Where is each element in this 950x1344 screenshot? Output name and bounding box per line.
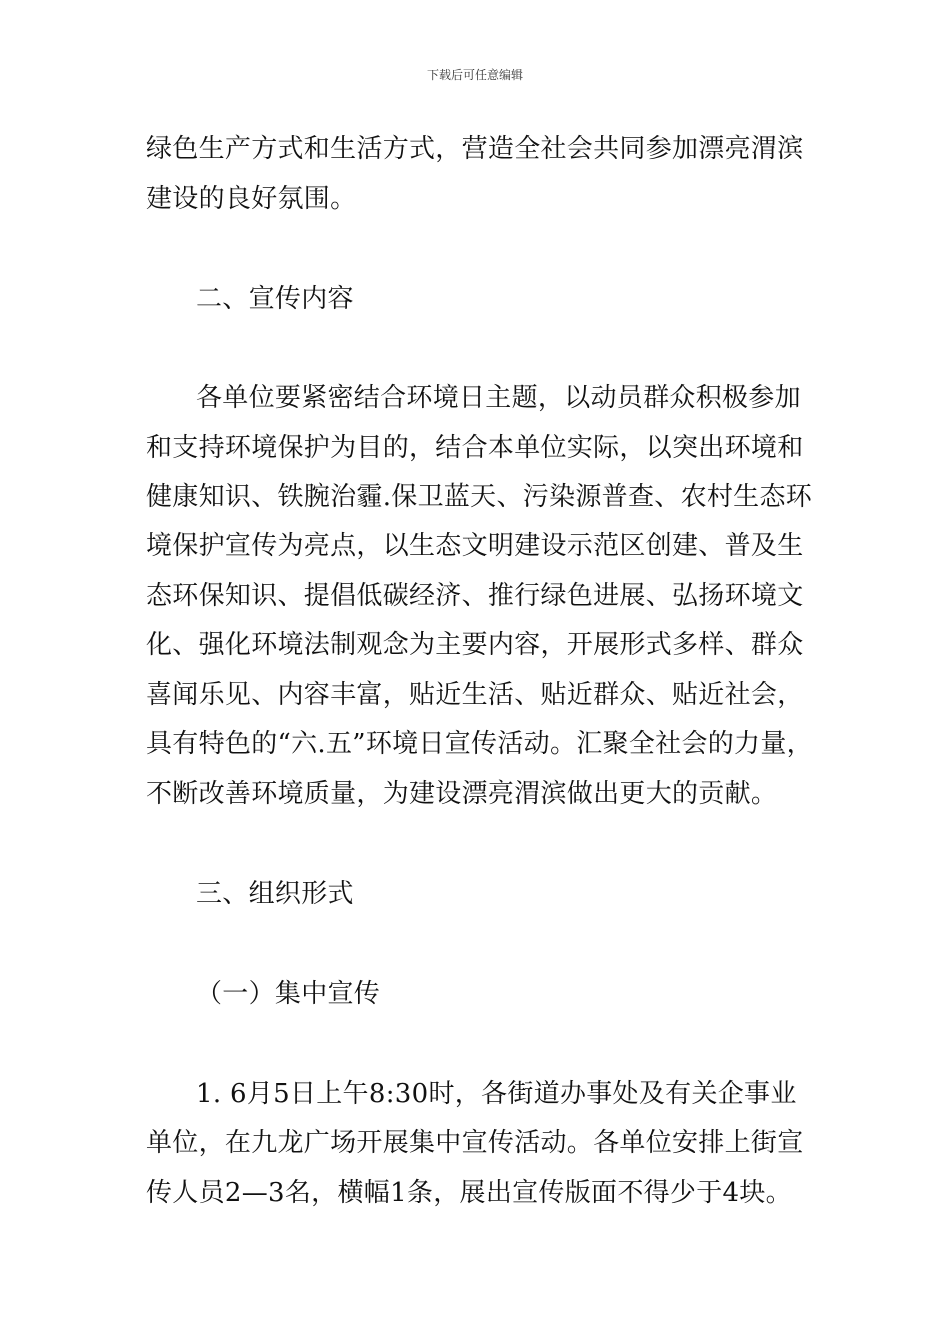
body-line: 化、强化环境法制观念为主要内容，开展形式多样、群众: [146, 630, 804, 660]
body-line: 境保护宣传为亮点，以生态文明建设示范区创建、普及生: [146, 531, 804, 561]
paragraph-first-line: 各单位要紧密结合环境日主题，以动员群众积极参加: [196, 383, 801, 413]
body-line: 喜闻乐见、内容丰富，贴近生活、贴近群众、贴近社会，: [146, 680, 804, 710]
body-line: 不断改善环境质量，为建设漂亮渭滨做出更大的贡献。: [146, 779, 778, 809]
page-header: 下载后可任意编辑: [426, 68, 523, 82]
section-heading: 三、组织形式: [196, 879, 354, 909]
subsection-heading: （一）集中宣传: [196, 979, 381, 1009]
body-line: 健康知识、铁腕治霾.保卫蓝天、污染源普查、农村生态环: [146, 482, 813, 512]
body-line: 具有特色的“六.五”环境日宣传活动。汇聚全社会的力量，: [146, 729, 813, 759]
section-heading: 二、宣传内容: [196, 284, 354, 314]
body-line: 态环保知识、提倡低碳经济、推行绿色进展、弘扬环境文: [146, 581, 804, 611]
paragraph-first-line: 1. 6月5日上午8:30时，各街道办事处及有关企事业: [196, 1079, 797, 1109]
body-line: 和支持环境保护为目的，结合本单位实际，以突出环境和: [146, 433, 804, 463]
body-line: 绿色生产方式和生活方式，营造全社会共同参加漂亮渭滨: [146, 134, 804, 164]
body-line: 建设的良好氛围。: [146, 184, 357, 214]
body-line: 单位，在九龙广场开展集中宣传活动。各单位安排上街宣: [146, 1128, 804, 1158]
body-line: 传人员2—3名，横幅1条，展出宣传版面不得少于4块。: [146, 1178, 792, 1208]
